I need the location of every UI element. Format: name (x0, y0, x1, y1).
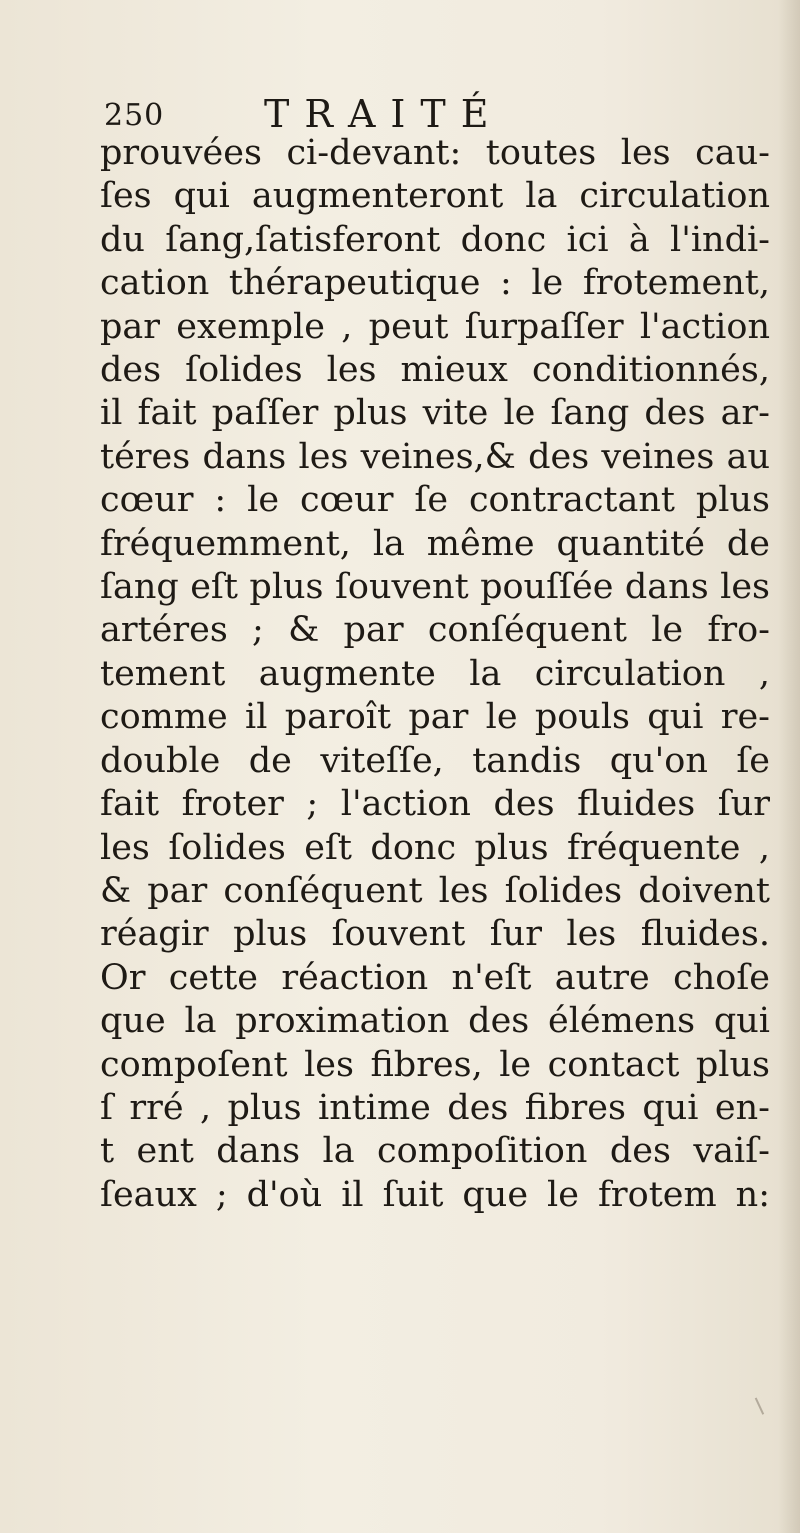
text-line: tement augmente la circulation , (100, 653, 770, 694)
text-line: fait froter ; l'action des fluides ſur (100, 784, 770, 825)
text-line: double de viteſſe, tandis qu'on ſe (100, 740, 770, 781)
text-line: il fait paſſer plus vite le ſang des ar- (100, 393, 770, 434)
page-edge-shadow (778, 0, 800, 1533)
text-line: t ent dans la compoſition des vaiſ- (100, 1131, 770, 1172)
text-line: prouvées ci-devant: toutes les cau- (100, 133, 770, 173)
text-line: ſeaux ; d'où il ſuit que le frotem n: (100, 1174, 770, 1215)
text-line: Or cette réaction n'eſt autre choſe (100, 957, 770, 998)
text-line: cation thérapeutique : le frotement, (100, 263, 770, 304)
text-line: les ſolides eſt donc plus fréquente , (100, 827, 770, 868)
text-line: cœur : le cœur ſe contractant plus (100, 480, 770, 521)
ink-mark (755, 1393, 773, 1414)
page-number: 250 (104, 98, 165, 133)
text-line: que la proximation des élémens qui (100, 1001, 770, 1042)
body-text (100, 132, 770, 1217)
text-line: par exemple , peut ſurpaſſer l'action (100, 306, 770, 347)
text-line: artéres ; & par conſéquent le fro- (100, 610, 770, 651)
text-line: des ſolides les mieux conditionnés, (100, 350, 770, 391)
text-line: comme il paroît par le pouls qui re- (100, 697, 770, 738)
text-line: compoſent les fibres, le contact plus (100, 1044, 770, 1085)
text-line: ſang eſt plus ſouvent pouſſée dans les (100, 567, 770, 608)
text-line: fréquemment, la même quantité de (100, 523, 770, 564)
text-line: du ſang,ſatisferont donc ici à l'indi- (100, 219, 770, 260)
text-line: & par conſéquent les ſolides doivent (100, 870, 770, 911)
text-line: téres dans les veines,& des veines au (100, 436, 770, 477)
running-title: TRAITÉ (264, 92, 504, 136)
text-line: réagir plus ſouvent ſur les fluides. (100, 914, 770, 955)
text-line: ſes qui augmenteront la circulation (100, 176, 770, 217)
text-line: ſ rré , plus intime des fibres qui en- (100, 1087, 770, 1128)
